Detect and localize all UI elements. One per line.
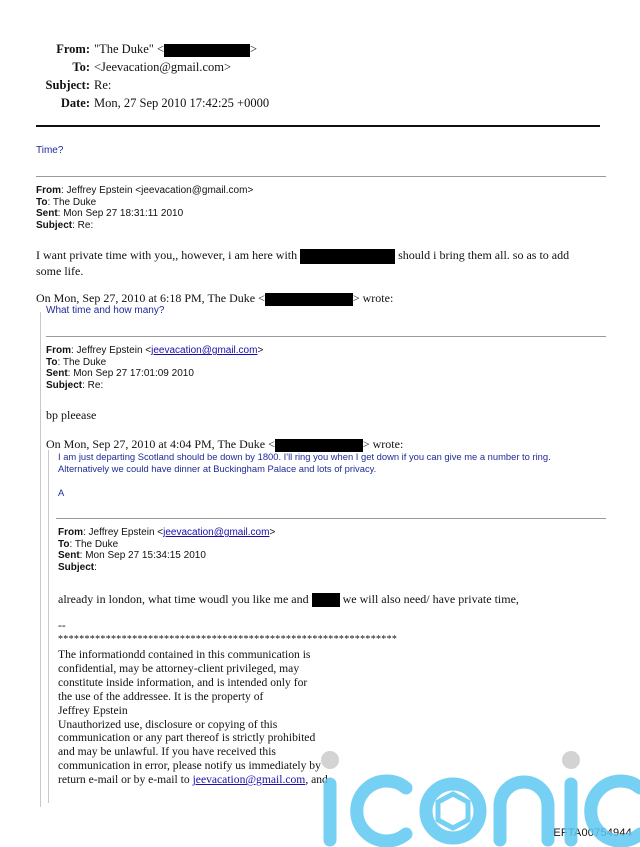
sig-stars: **************************************************************** [58,634,398,645]
msg2-to-value: : The Duke [57,356,107,368]
msg1-body-c: some life. [36,263,84,278]
redaction-box [312,593,340,607]
reply-text: Time? [36,145,64,156]
to-value: <Jeevacation@gmail.com> [94,60,232,74]
disclaimer-last-b: , and [305,773,328,787]
msg1-body-b: should i bring them all. so as to add [398,248,570,262]
disclaimer-last-a: return e-mail or by e-mail to [58,773,193,787]
msg2-subject-label: Subject [46,379,83,391]
msg3-body-a: already in london, what time woudl you like me and [58,592,309,606]
quote1-text: What time and how many? [46,305,165,316]
msg1-body-a: I want private time with you,, however, i am here with [36,248,298,262]
document-id: EFTA00754944 [553,827,632,839]
msg3-from-value-b: > [269,527,276,538]
msg1-to-value: : The Duke [47,196,97,208]
redaction-box [275,439,363,452]
signature-block [58,620,397,646]
disclaimer-line: The informationdd contained in this communication is [58,648,311,661]
msg1-subject-value: : Re: [72,219,94,231]
msg2-subject-value: : Re: [82,379,104,391]
msg3-email-link[interactable]: jeevacation@gmail.com [163,527,270,538]
msg3-subject-label: Subject [58,561,95,573]
disclaimer-line: confidential, may be attorney-client privileged, may [58,661,300,675]
to-label: To: [72,60,90,74]
msg3-subject-value: : [94,561,97,573]
msg1-to-label: To [36,196,48,208]
disclaimer-line: and may be unlawful. If you have received this [58,745,276,759]
msg1-sent-value: : Mon Sep 27 18:31:11 2010 [57,208,184,219]
from-close: > [250,42,258,56]
date-label: Date: [60,96,90,110]
date-value: Mon, 27 Sep 2010 17:42:25 +0000 [94,96,270,110]
msg2-from-value-a: : Jeffrey Epstein < [71,345,152,356]
redaction-box [164,44,250,57]
subject-value: Re: [94,78,112,92]
disclaimer-line: communication or any part thereof is strictly prohibited [58,731,316,745]
msg2-sent-value: : Mon Sep 27 17:01:09 2010 [67,368,194,379]
quote2-line1: I am just departing Scotland should be down by 1800. I'll ring you when I get down if you can give me a number to ring. [58,451,551,462]
msg1-subject-label: Subject [36,219,73,231]
disclaimer-email-link[interactable]: jeevacation@gmail.com [192,773,306,787]
sig-dash: -- [58,620,66,632]
quote2-intro [46,437,403,452]
quote1-intro-a: On Mon, Sep 27, 2010 at 6:18 PM, The Duke < [36,291,265,305]
msg2-header [46,345,263,391]
quote2-text [58,451,551,499]
msg2-from-label: From [46,345,71,356]
msg1-sent-label: Sent [36,208,58,219]
quote2-sign: A [58,487,65,498]
redaction-box [265,293,353,306]
msg2-from-value-b: > [257,345,264,356]
msg2-email-link[interactable]: jeevacation@gmail.com [151,345,258,356]
from-value: "The Duke" < [94,42,165,56]
msg3-from-label: From [58,527,83,538]
msg1-from-value: : Jeffrey Epstein <jeevacation@gmail.com> [61,185,254,196]
from-label: From: [56,42,90,56]
msg3-to-label: To [58,538,70,550]
header-divider [36,125,600,127]
msg3-sent-value: : Mon Sep 27 15:34:15 2010 [79,550,206,561]
quote1-bar [40,312,41,807]
msg1-from-label: From [36,185,61,196]
msg1-body [36,248,606,278]
quote1-divider [46,336,606,337]
reply-divider [36,176,606,177]
quote2-intro-a: On Mon, Sep 27, 2010 at 4:04 PM, The Duke < [46,437,275,451]
quote1-intro-b: > wrote: [352,291,394,305]
redaction-box [300,249,395,264]
iconic-watermark-logo [318,748,640,847]
disclaimer-line: communication in error, please notify us immediately by [58,759,321,773]
quote2-line2: Alternatively we could have dinner at Buckingham Palace and lots of privacy. [58,462,377,474]
msg3-header [58,527,275,573]
msg3-from-value-a: : Jeffrey Epstein < [83,527,164,538]
quote1-intro [36,291,393,306]
subject-label: Subject: [45,78,90,92]
disclaimer-line: Unauthorized use, disclosure or copying of this [58,717,278,731]
disclaimer-line: constitute inside information, and is intended only for [58,675,308,689]
msg2-body: bp pleease [46,408,97,422]
quote2-divider [56,518,606,519]
quote2-intro-b: > wrote: [362,437,404,451]
quote2-bar [48,450,49,803]
msg3-body-b: we will also need/ have private time, [342,592,519,606]
msg3-body [58,592,519,607]
disclaimer [58,648,328,787]
disclaimer-line [58,773,328,787]
disclaimer-line: Jeffrey Epstein [58,703,128,717]
msg2-sent-label: Sent [46,368,68,379]
disclaimer-line: the use of the addressee. It is the property of [58,689,264,703]
msg2-to-label: To [46,356,58,368]
msg3-to-value: : The Duke [69,538,119,550]
msg3-sent-label: Sent [58,550,80,561]
msg1-header [36,185,253,231]
